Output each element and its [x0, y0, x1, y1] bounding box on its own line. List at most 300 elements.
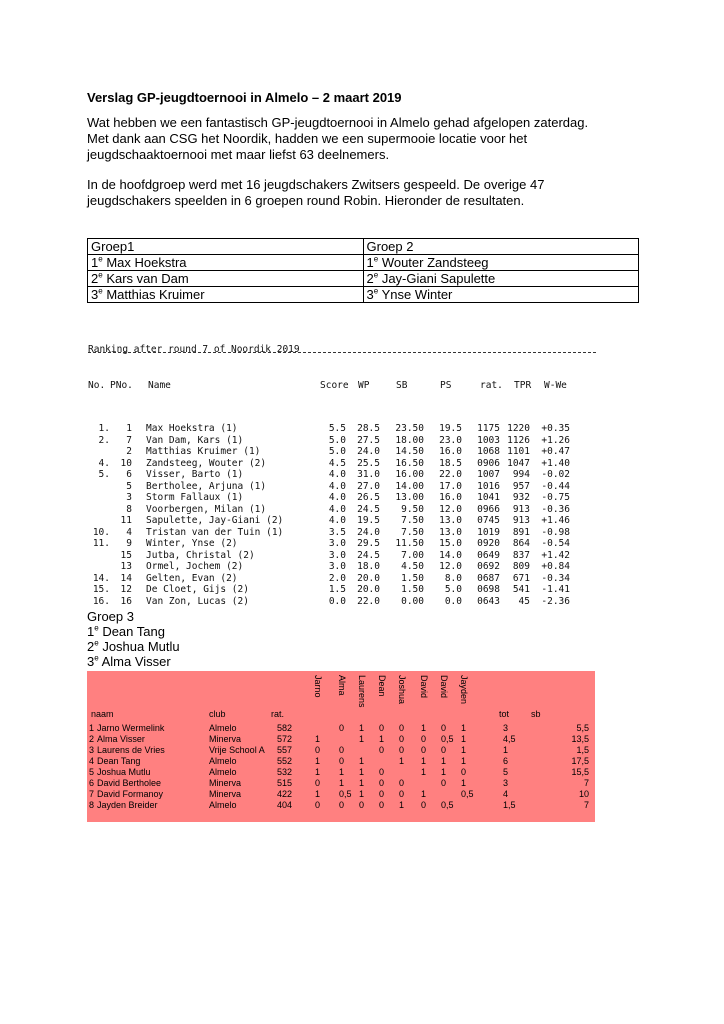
ranking-cell-ps: 0.0: [444, 595, 462, 607]
row-number: 4: [89, 756, 95, 766]
ranking-cell-name: Voorbergen, Milan (1): [146, 503, 267, 515]
game-result: 0: [339, 745, 345, 755]
game-result: 0: [379, 767, 385, 777]
ranking-cell-pno: 1: [126, 423, 132, 434]
ranking-cell-name: De Cloet, Gijs (2): [146, 584, 249, 595]
game-result: 0: [441, 723, 447, 733]
ranking-cell-wwe: +1.26: [541, 434, 570, 446]
header-naam: naam: [91, 709, 114, 719]
header-tot: tot: [499, 709, 510, 719]
ranking-cell-name: Storm Fallaux (1): [146, 492, 244, 503]
ranking-cell-rat: 1019: [477, 526, 500, 538]
ranking-cell-sb: 7.00: [401, 549, 424, 561]
group3-crosstable: [87, 671, 595, 822]
ranking-cell-wp: 18.0: [357, 561, 380, 572]
ranking-cell-sb: 13.00: [395, 492, 424, 503]
ranking-cell-ps: 17.0: [439, 480, 462, 492]
ranking-cell-wp: 20.0: [357, 572, 380, 584]
ranking-row: [88, 481, 580, 493]
game-result: 0: [379, 800, 385, 810]
ranking-cell-rat: 1175: [477, 423, 500, 434]
ranking-cell-wp: 27.0: [357, 480, 380, 492]
ranking-cell-rank: [88, 550, 110, 562]
ordinal: e: [98, 270, 103, 280]
group3-title: Groep 3: [87, 609, 134, 624]
ranking-cell-score: 3.0: [328, 561, 346, 572]
total-score: 1: [503, 745, 509, 755]
ranking-cell-rank: [88, 492, 110, 504]
ranking-cell-score: 3.0: [328, 538, 346, 549]
groups-row: [88, 255, 639, 271]
game-result: 1: [399, 800, 405, 810]
player-rating: 557: [277, 745, 293, 755]
game-result: 1: [359, 723, 365, 733]
player-club: Almelo: [209, 800, 237, 810]
ranking-cell-pno: 16: [120, 595, 132, 607]
ranking-cell-wwe: -0.75: [541, 492, 570, 503]
ranking-cell-ps: 13.0: [439, 515, 462, 526]
game-result: 0: [315, 800, 321, 810]
header-tpr: TPR: [514, 379, 532, 391]
total-score: 4,5: [503, 734, 516, 744]
ranking-row: [88, 584, 580, 596]
ranking-row: [88, 573, 580, 585]
group3-winner: 1e Dean Tang: [87, 623, 165, 639]
player-name: Jayden Breider: [97, 800, 158, 810]
player-rating: 572: [277, 734, 293, 744]
ranking-cell-rat: 1003: [477, 434, 500, 446]
ranking-cell-rank: 5.: [98, 469, 110, 480]
player-rating: 582: [277, 723, 293, 733]
total-score: 3: [503, 778, 509, 788]
ranking-cell-sb: 11.50: [395, 538, 424, 549]
ranking-cell-score: 4.0: [328, 515, 346, 526]
ranking-cell-sb: 1.50: [401, 584, 424, 595]
player-club: Minerva: [209, 778, 242, 788]
winner-name: Kars van Dam: [106, 271, 189, 286]
ranking-cell-name: Max Hoekstra (1): [146, 423, 238, 434]
ranking-cell-name: Tristan van der Tuin (1): [146, 526, 284, 538]
game-result: 0: [379, 745, 385, 755]
ranking-cell-name: Visser, Barto (1): [146, 469, 244, 480]
game-result: 1: [339, 778, 345, 788]
total-score: 1,5: [503, 800, 516, 810]
ordinal: e: [373, 286, 379, 296]
crosstable-row: [87, 734, 595, 745]
ranking-cell-wp: 27.5: [357, 434, 380, 446]
game-result: 0: [399, 789, 405, 799]
sb-score: 10: [578, 789, 589, 799]
ranking-cell-score: 3.0: [328, 549, 346, 561]
header-name: Name: [148, 379, 171, 391]
ranking-cell-ps: 22.0: [439, 469, 462, 480]
ranking-cell-wp: 26.5: [357, 492, 380, 503]
ranking-cell-rat: 0920: [477, 538, 500, 549]
ranking-cell-rat: 1068: [477, 446, 500, 457]
game-result: 0: [315, 778, 321, 788]
ranking-row: [88, 435, 580, 447]
ranking-cell-tpr: 1101: [507, 446, 530, 457]
ranking-cell-sb: 16.00: [395, 469, 424, 480]
ranking-cell-wwe: +0.47: [541, 446, 570, 457]
document-title: Verslag GP-jeugdtoernooi in Almelo – 2 maart 2019: [87, 90, 402, 105]
game-result: 1: [315, 767, 321, 777]
ranking-cell-tpr: 837: [512, 549, 530, 561]
ranking-row: [88, 504, 580, 516]
sb-score: 17,5: [571, 756, 589, 766]
game-result: 1: [399, 756, 405, 766]
ranking-cell-ps: 15.0: [439, 538, 462, 549]
ranking-cell-ps: 8.0: [444, 572, 462, 584]
player-name: Dean Tang: [97, 756, 141, 766]
ranking-cell-ps: 12.0: [439, 561, 462, 572]
game-result: 1: [421, 767, 427, 777]
ranking-cell-tpr: 932: [512, 492, 530, 503]
player-rating: 422: [277, 789, 293, 799]
game-result: 1: [315, 789, 321, 799]
ranking-cell-score: 1.5: [328, 584, 346, 595]
player-name: David Formanoy: [97, 789, 164, 799]
ranking-cell-wp: 24.5: [357, 503, 380, 515]
ranking-header-row: [88, 380, 580, 392]
player-club: Minerva: [209, 734, 242, 744]
ranking-cell-wwe: +1.42: [541, 549, 570, 561]
ranking-cell-wp: 29.5: [357, 538, 380, 549]
second-line: In de hoofdgroep werd met 16 jeugdschakers Zwitsers gespeeld. De overige 47: [87, 177, 545, 192]
game-result: 0: [379, 778, 385, 788]
ranking-cell-wp: 28.5: [357, 423, 380, 434]
game-result: 0: [441, 745, 447, 755]
place: 2: [91, 271, 99, 286]
ranking-cell-pno: 6: [126, 469, 132, 480]
game-result: 0: [379, 723, 385, 733]
ranking-cell-name: Van Zon, Lucas (2): [146, 595, 249, 607]
ranking-row: [88, 458, 580, 470]
ranking-cell-tpr: 994: [512, 469, 530, 480]
ranking-cell-sb: 7.50: [401, 526, 424, 538]
ranking-cell-score: 4.0: [328, 469, 346, 480]
ranking-row: [88, 538, 580, 550]
ranking-cell-ps: 18.5: [439, 457, 462, 469]
game-result: 0,5: [441, 800, 454, 810]
ranking-cell-wp: 20.0: [357, 584, 380, 595]
ranking-cell-sb: 9.50: [401, 503, 424, 515]
game-result: 1: [379, 734, 385, 744]
ranking-cell-name: Winter, Ynse (2): [146, 538, 238, 549]
ranking-cell-pno: 14: [120, 572, 132, 584]
sb-score: 1,5: [576, 745, 589, 755]
opponent-header: Laurens: [357, 675, 367, 708]
ranking-cell-score: 0.0: [328, 595, 346, 607]
player-club: Almelo: [209, 723, 237, 733]
game-result: 0: [399, 745, 405, 755]
total-score: 5: [503, 767, 509, 777]
group2-header: Groep 2: [363, 239, 639, 255]
crosstable-row: [87, 756, 595, 767]
sb-score: 5,5: [576, 723, 589, 733]
game-result: 1: [359, 789, 365, 799]
game-result: 1: [359, 767, 365, 777]
header-sb: SB: [396, 379, 408, 391]
game-result: 0: [339, 723, 345, 733]
player-rating: 532: [277, 767, 293, 777]
game-result: 0: [359, 800, 365, 810]
game-result: 0: [379, 789, 385, 799]
ranking-cell-rat: 0649: [477, 549, 500, 561]
row-number: 5: [89, 767, 95, 777]
crosstable-row: [87, 789, 595, 800]
ordinal: e: [98, 254, 103, 264]
ranking-cell-rank: [88, 446, 110, 458]
ranking-cell-rank: 2.: [98, 434, 110, 446]
crosstable-row: [87, 723, 595, 734]
player-name: David Bertholee: [97, 778, 162, 788]
ranking-cell-name: Matthias Kruimer (1): [146, 446, 261, 457]
ranking-cell-sb: 7.50: [401, 515, 424, 526]
crosstable-row: [87, 800, 595, 811]
ordinal: e: [98, 286, 103, 296]
ranking-cell-tpr: 671: [512, 572, 530, 584]
game-result: 1: [359, 778, 365, 788]
game-result: 0: [421, 745, 427, 755]
ranking-cell-wwe: -0.98: [541, 526, 570, 538]
place: 3: [366, 287, 374, 302]
game-result: 1: [315, 734, 321, 744]
ranking-cell-wp: 25.5: [357, 457, 380, 469]
ranking-cell-tpr: 1047: [507, 457, 530, 469]
ranking-cell-wwe: -2.36: [541, 595, 570, 607]
ranking-cell-score: 4.0: [328, 480, 346, 492]
ranking-cell-wp: 24.5: [357, 549, 380, 561]
ranking-cell-pno: 10: [120, 457, 132, 469]
game-result: 1: [461, 778, 467, 788]
ranking-cell-pno: 12: [120, 584, 132, 595]
ranking-cell-score: 4.5: [328, 457, 346, 469]
ranking-cell-rat: 0692: [477, 561, 500, 572]
ranking-cell-rat: 0745: [477, 515, 500, 526]
ranking-cell-pno: 9: [126, 538, 132, 549]
ranking-cell-name: Ormel, Jochem (2): [146, 561, 244, 572]
ranking-cell-wwe: +0.35: [541, 423, 570, 434]
game-result: 1: [461, 756, 467, 766]
row-number: 6: [89, 778, 95, 788]
ranking-row: [88, 423, 580, 435]
header-rat: rat.: [480, 379, 503, 391]
game-result: 0: [339, 800, 345, 810]
ranking-cell-name: Van Dam, Kars (1): [146, 434, 244, 446]
ranking-cell-pno: 7: [126, 434, 132, 446]
ranking-cell-tpr: 864: [512, 538, 530, 549]
game-result: 0: [339, 756, 345, 766]
ranking-cell-rat: 0687: [477, 572, 500, 584]
second-line: jeugdschakers speelden in 6 groepen round Robin. Hieronder de resultaten.: [87, 193, 525, 208]
ranking-cell-wp: 22.0: [357, 595, 380, 607]
ranking-cell-rank: 15.: [92, 584, 110, 595]
winner-name: Jay-Giani Sapulette: [381, 271, 496, 286]
row-number: 1: [89, 723, 95, 733]
opponent-header: David: [419, 675, 429, 699]
sb-score: 7: [583, 800, 589, 810]
row-number: 3: [89, 745, 95, 755]
winner-name: Wouter Zandsteeg: [381, 255, 489, 270]
ranking-cell-rank: [88, 481, 110, 493]
ranking-cell-rat: 1041: [477, 492, 500, 503]
ranking-table: [88, 320, 580, 631]
game-result: 1: [441, 767, 447, 777]
ranking-cell-sb: 23.50: [395, 423, 424, 434]
player-club: Minerva: [209, 789, 242, 799]
ranking-cell-wwe: -0.34: [541, 572, 570, 584]
ranking-cell-wwe: +1.40: [541, 457, 570, 469]
ranking-cell-tpr: 1220: [507, 423, 530, 434]
sb-score: 7: [583, 778, 589, 788]
game-result: 1: [359, 756, 365, 766]
opponent-header: Jayden: [459, 675, 469, 705]
ranking-cell-sb: 18.00: [395, 434, 424, 446]
ranking-cell-tpr: 45: [518, 595, 530, 607]
total-score: 6: [503, 756, 509, 766]
ranking-cell-name: Gelten, Evan (2): [146, 572, 238, 584]
ranking-cell-pno: 3: [126, 492, 132, 503]
game-result: 0: [399, 734, 405, 744]
ranking-cell-sb: 4.50: [401, 561, 424, 572]
ranking-cell-wwe: +1.46: [541, 515, 570, 526]
game-result: 0: [399, 778, 405, 788]
ranking-cell-tpr: 809: [512, 561, 530, 572]
crosstable-row: [87, 745, 595, 756]
player-club: Almelo: [209, 756, 237, 766]
ranking-cell-pno: 11: [120, 515, 132, 526]
opponent-header: Jarno: [313, 675, 323, 698]
game-result: 1: [461, 734, 467, 744]
header-ps: PS: [440, 379, 452, 391]
game-result: 0,5: [441, 734, 454, 744]
header-pno: PNo.: [110, 379, 133, 391]
opponent-header: Joshua: [397, 675, 407, 705]
game-result: 0: [421, 734, 427, 744]
ranking-cell-wwe: -0.36: [541, 503, 570, 515]
player-club: Almelo: [209, 767, 237, 777]
ranking-cell-name: Sapulette, Jay-Giani (2): [146, 515, 284, 526]
ranking-cell-pno: 2: [126, 446, 132, 457]
group1-header: Groep1: [88, 239, 364, 255]
ranking-row: [88, 446, 580, 458]
groups-row: [88, 287, 639, 303]
place: 2: [366, 271, 374, 286]
sb-score: 15,5: [571, 767, 589, 777]
game-result: 1: [421, 756, 427, 766]
second-paragraph: [87, 177, 647, 209]
player-rating: 404: [277, 800, 293, 810]
ranking-cell-sb: 16.50: [395, 457, 424, 469]
ranking-row: [88, 515, 580, 527]
game-result: 0: [399, 723, 405, 733]
ranking-cell-rank: 11.: [92, 538, 110, 549]
ranking-cell-wp: 24.0: [357, 526, 380, 538]
ranking-cell-score: 5.5: [328, 423, 346, 434]
game-result: 1: [441, 756, 447, 766]
game-result: 1: [461, 745, 467, 755]
total-score: 3: [503, 723, 509, 733]
game-result: 1: [421, 789, 427, 799]
ranking-cell-score: 5.0: [328, 446, 346, 457]
place: 3: [91, 287, 99, 302]
ranking-cell-tpr: 891: [512, 526, 530, 538]
game-result: 0,5: [339, 789, 352, 799]
ordinal: e: [373, 270, 379, 280]
place: 1: [91, 255, 99, 270]
player-name: Joshua Mutlu: [97, 767, 151, 777]
ranking-cell-pno: 15: [120, 549, 132, 561]
game-result: 1: [461, 723, 467, 733]
ranking-cell-sb: 14.00: [395, 480, 424, 492]
crosstable-row: [87, 767, 595, 778]
ranking-cell-name: Bertholee, Arjuna (1): [146, 480, 267, 492]
ranking-cell-tpr: 913: [512, 503, 530, 515]
winner-name: Max Hoekstra: [106, 255, 187, 270]
groups-table: [87, 238, 639, 303]
ranking-cell-ps: 19.5: [439, 423, 462, 434]
ranking-cell-score: 4.0: [328, 503, 346, 515]
opponent-header: David: [439, 675, 449, 699]
player-name: Laurens de Vries: [97, 745, 165, 755]
ranking-cell-ps: 12.0: [439, 503, 462, 515]
ranking-row: [88, 492, 580, 504]
game-result: 0: [461, 767, 467, 777]
place: 1: [366, 255, 374, 270]
header-rat: rat.: [271, 709, 285, 719]
player-name: Jarno Wermelink: [97, 723, 165, 733]
ranking-cell-ps: 5.0: [444, 584, 462, 595]
intro-line: Wat hebben we een fantastisch GP-jeugdtoernooi in Almelo gehad afgelopen zaterdag.: [87, 115, 589, 130]
ranking-cell-wp: 24.0: [357, 446, 380, 457]
ranking-cell-pno: 4: [126, 526, 132, 538]
game-result: 1: [315, 756, 321, 766]
ranking-cell-tpr: 913: [512, 515, 530, 526]
ranking-row: [88, 561, 580, 573]
ranking-cell-name: Zandsteeg, Wouter (2): [146, 457, 267, 469]
ranking-cell-wwe: -1.41: [541, 584, 570, 595]
ranking-cell-rank: 10.: [92, 526, 110, 538]
groups-header-row: [88, 239, 639, 255]
game-result: 1: [421, 723, 427, 733]
ranking-cell-pno: 5: [126, 480, 132, 492]
row-number: 7: [89, 789, 95, 799]
ranking-cell-wp: 31.0: [357, 469, 380, 480]
ranking-row: [88, 596, 580, 608]
ranking-divider: [88, 352, 596, 353]
ranking-rows: [88, 423, 580, 607]
ranking-row: [88, 527, 580, 539]
header-wp: WP: [358, 379, 370, 391]
ranking-cell-score: 3.5: [328, 526, 346, 538]
ranking-cell-sb: 1.50: [401, 572, 424, 584]
ranking-cell-ps: 14.0: [439, 549, 462, 561]
ranking-cell-rank: [88, 515, 110, 527]
player-name: Alma Visser: [97, 734, 145, 744]
ranking-cell-name: Jutba, Christal (2): [146, 549, 255, 561]
ranking-cell-score: 2.0: [328, 572, 346, 584]
intro-line: Met dank aan CSG het Noordik, hadden we een supermooie locatie voor het: [87, 131, 528, 146]
ranking-cell-score: 5.0: [328, 434, 346, 446]
game-result: 0,5: [461, 789, 474, 799]
winner-name: Ynse Winter: [381, 287, 453, 302]
ranking-cell-rank: 4.: [98, 457, 110, 469]
ranking-cell-pno: 13: [120, 561, 132, 572]
ranking-cell-tpr: 957: [512, 480, 530, 492]
intro-paragraph: [87, 115, 647, 163]
ranking-cell-wwe: -0.02: [541, 469, 570, 480]
